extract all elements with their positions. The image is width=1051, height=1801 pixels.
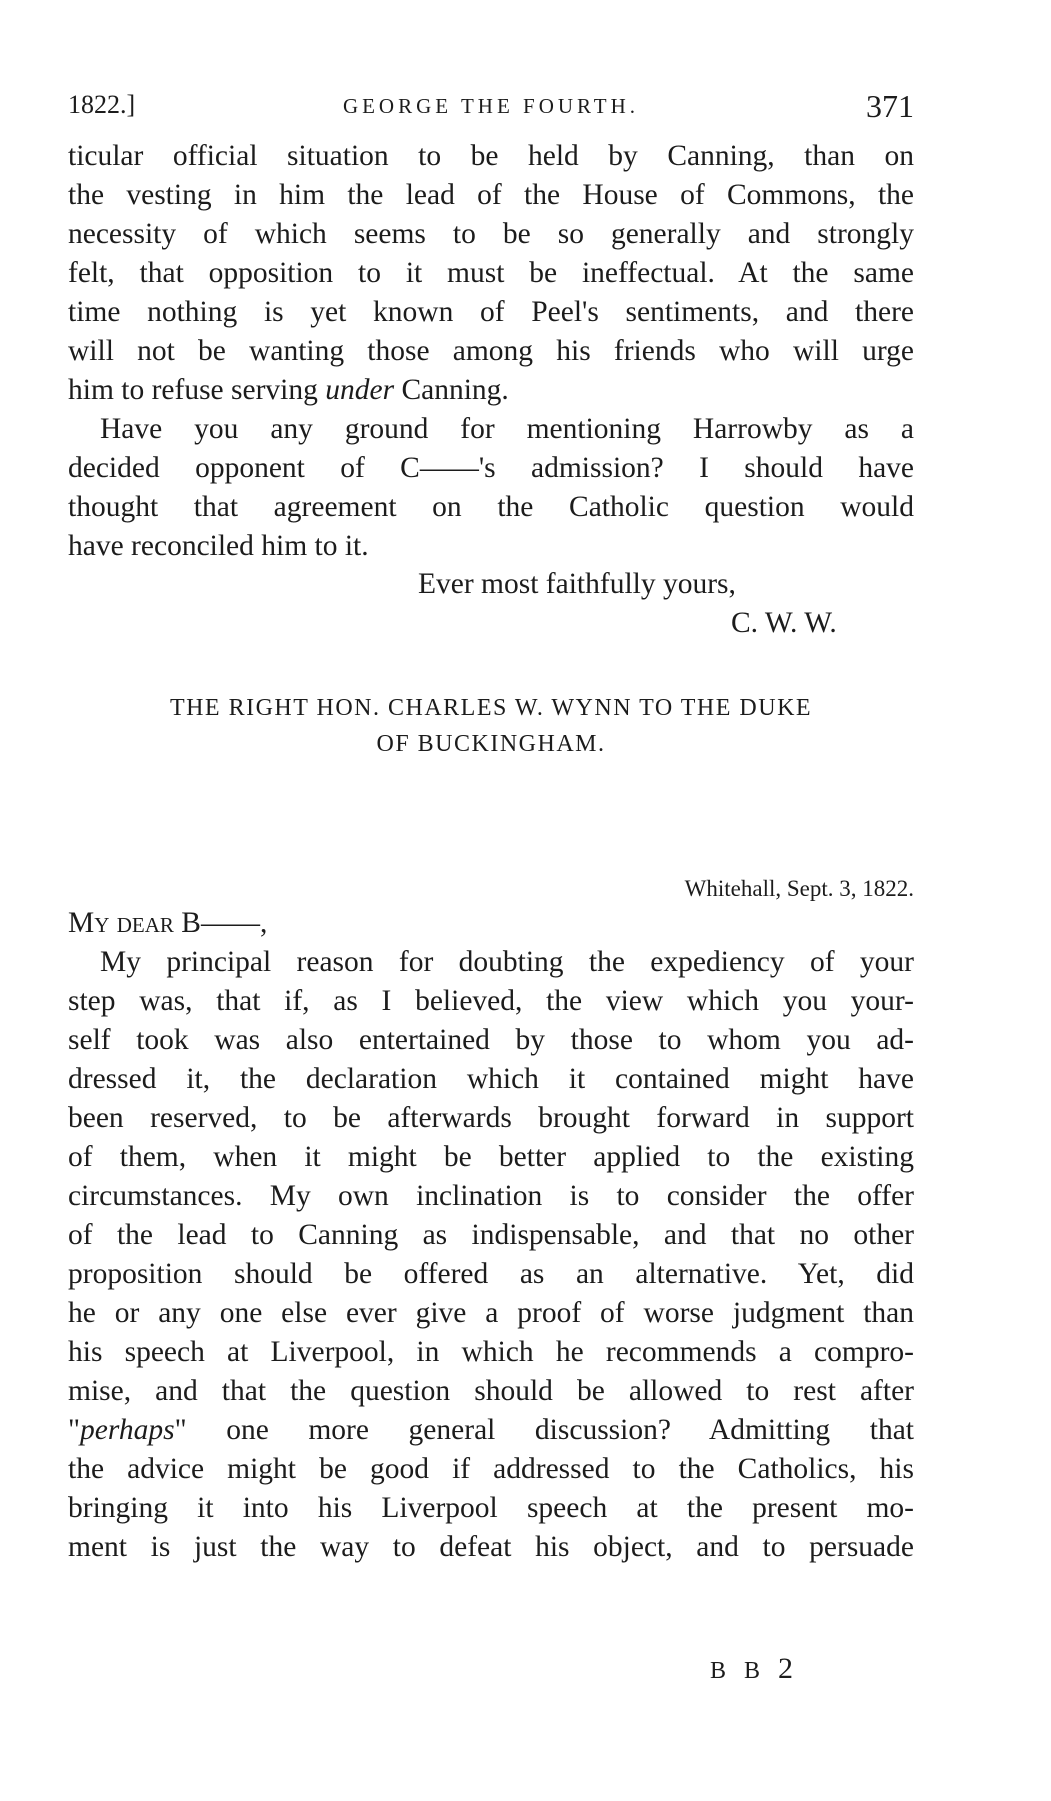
page-number: 371 (866, 88, 914, 124)
text-line: step was, that if, as I believed, the view which you your- (68, 985, 914, 1017)
text-segment: him to refuse serving (68, 374, 326, 406)
text-segment: Canning. (394, 374, 509, 406)
running-title: GEORGE THE FOURTH. (342, 94, 640, 118)
text-segment: " (68, 1414, 81, 1446)
text-line: have reconciled him to it. (68, 530, 369, 562)
emphasized-word: perhaps (80, 1414, 175, 1446)
letter-title: THE RIGHT HON. CHARLES W. WYNN TO THE DUKE (169, 695, 813, 721)
sheet-number: 2 (778, 1652, 794, 1685)
letter-closing: Ever most faithfully yours, (418, 568, 736, 600)
running-header (68, 90, 914, 130)
text-line: mise, and that the question should be allowed to rest after (68, 1375, 914, 1407)
letter-dateline: Whitehall, Sept. 3, 1822. (684, 876, 914, 901)
text-line: necessity of which seems to be so generally and strongly (68, 218, 914, 250)
text-line: been reserved, to be afterwards brought forward in support (68, 1102, 914, 1134)
text-line: proposition should be offered as an alternative. Yet, did (68, 1258, 914, 1290)
text-line: he or any one else ever give a proof of worse judgment than (68, 1297, 914, 1329)
text-line: the vesting in him the lead of the House of Commons, the (68, 179, 914, 211)
text-line: decided opponent of C——'s admission? I should have (68, 452, 914, 484)
signature-letters: B B (710, 1658, 767, 1684)
text-line: My principal reason for doubting the expediency of your (100, 946, 914, 978)
letter-salutation: My dear B——, (68, 907, 268, 939)
printer-signature-mark (710, 1652, 793, 1686)
text-line: ment is just the way to defeat his object, and to persuade (68, 1531, 914, 1563)
text-line: bringing it into his Liverpool speech at the present mo- (68, 1492, 914, 1524)
text-line: circumstances. My own inclination is to consider the offer (68, 1180, 914, 1212)
text-line: the advice might be good if addressed to the Catholics, his (68, 1453, 914, 1485)
text-line: ticular official situation to be held by Canning, than on (68, 140, 914, 172)
text-line: his speech at Liverpool, in which he recommends a compro- (68, 1336, 914, 1368)
text-line (68, 368, 914, 412)
text-line: of them, when it might be better applied to the existing (68, 1141, 914, 1173)
emphasized-word: under (325, 374, 395, 406)
text-line: Have you any ground for mentioning Harrowby as a (100, 413, 914, 445)
header-year: 1822.] (68, 90, 136, 119)
text-segment: " one more general discussion? Admitting that (174, 1414, 914, 1446)
text-line: self took was also entertained by those to whom you ad- (68, 1024, 914, 1056)
text-line: will not be wanting those among his friends who will urge (68, 335, 914, 367)
text-line: dressed it, the declaration which it contained might have (68, 1063, 914, 1095)
letter-title: OF BUCKINGHAM. (376, 731, 606, 757)
text-line (68, 1408, 914, 1452)
text-line: of the lead to Canning as indispensable, and that no other (68, 1219, 914, 1251)
text-line: thought that agreement on the Catholic question would (68, 491, 914, 523)
text-line: time nothing is yet known of Peel's sentiments, and there (68, 296, 914, 328)
letter-signature: C. W. W. (731, 607, 837, 639)
text-line: felt, that opposition to it must be ineffectual. At the same (68, 257, 914, 289)
